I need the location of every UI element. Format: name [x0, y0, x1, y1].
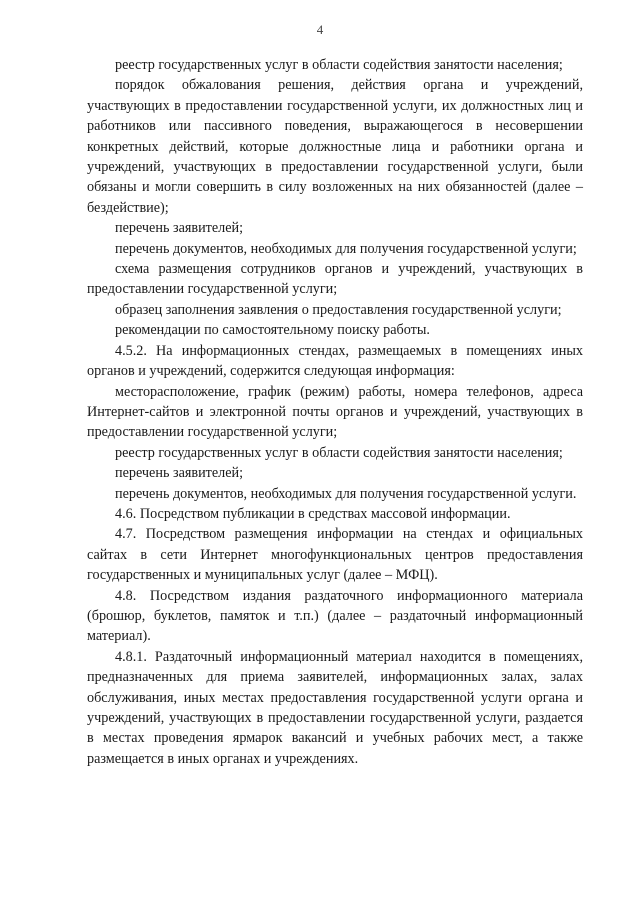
paragraph: месторасположение, график (режим) работы, номера телефонов, адреса Интернет-сайтов и электронной почты органов и учреждений, участвующих в предоставлении государственной услуги; [87, 383, 583, 441]
paragraph: 4.8. Посредством издания раздаточного информационного материала (брошюр, буклетов, памяток и т.п.) (далее – раздаточный информационный материал). [87, 587, 583, 645]
paragraph: реестр государственных услуг в области содействия занятости населения; [115, 444, 563, 461]
page-number: 4 [316, 22, 324, 37]
paragraph: 4.5.2. На информационных стендах, размещаемых в помещениях иных органов и учреждений, содержится следующая информация: [87, 342, 583, 380]
paragraph: образец заполнения заявления о предоставления государственной услуги; [115, 301, 562, 318]
paragraph: схема размещения сотрудников органов и учреждений, участвующих в предоставлении государственной услуги; [87, 261, 583, 298]
paragraph: порядок обжалования решения, действия органа и учреждений, участвующих в предоставлении государственной услуги, их должностных лиц и работников или пассивного поведения, выражающегося в несовершении конкретных действий, которые должностные лица и работники органа и учреждений, участвующих в предоставлении государственной услуги, были обязаны и могли совершить в силу возложенных на них обязанностей (далее – бездействие); [87, 77, 583, 216]
paragraph: перечень документов, необходимых для получения государственной услуги. [115, 485, 577, 502]
paragraph: 4.6. Посредством публикации в средствах массовой информации. [115, 505, 511, 522]
paragraph: 4.8.1. Раздаточный информационный материал находится в помещениях, предназначенных для приема заявителей, информационных залах, залах обслуживания, иных местах предоставления государственной услуги органа и учреждений, участвующих в предоставлении государственной услуги, раздается в местах проведения ярмарок вакансий и учебных рабочих мест, а также размещается в иных органах и учреждениях. [87, 648, 583, 767]
paragraph: перечень заявителей; [115, 465, 244, 482]
paragraph: 4.7. Посредством размещения информации на стендах и официальных сайтах в сети Интернет многофункциональных центров предоставления государственных и муниципальных услуг (далее – МФЦ). [87, 526, 583, 584]
paragraph: рекомендации по самостоятельному поиску работы. [115, 322, 430, 339]
paragraph: перечень заявителей; [115, 220, 244, 237]
paragraph: реестр государственных услуг в области содействия занятости населения; [115, 57, 563, 73]
paragraph: перечень документов, необходимых для получения государственной услуги; [115, 240, 577, 257]
document-body [87, 55, 583, 769]
